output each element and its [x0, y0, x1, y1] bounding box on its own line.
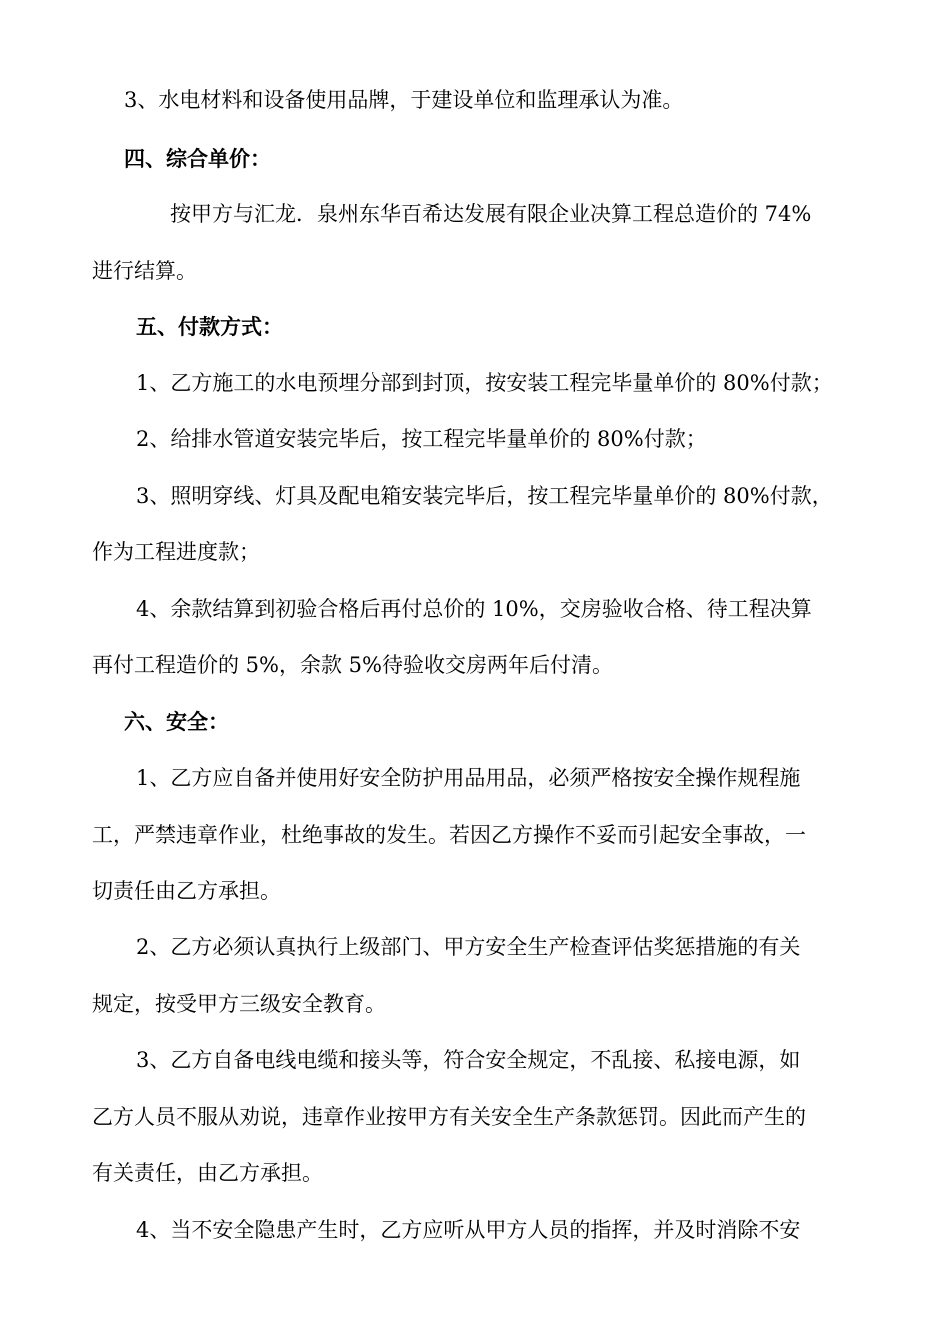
paragraph-line: 2、乙方必须认真执行上级部门、甲方安全生产检查评估奖惩措施的有关 — [136, 935, 801, 959]
paragraph-line: 乙方人员不服从劝说，违章作业按甲方有关安全生产条款惩罚。因此而产生的 — [92, 1105, 806, 1129]
paragraph-line: 1、乙方应自备并使用好安全防护用品用品，必须严格按安全操作规程施 — [136, 766, 801, 790]
section-heading: 五、付款方式： — [136, 314, 283, 339]
paragraph-line: 规定，按受甲方三级安全教育。 — [92, 992, 386, 1016]
paragraph-line: 工，严禁违章作业，杜绝事故的发生。若因乙方操作不妥而引起安全事故，一 — [92, 823, 806, 847]
paragraph-line: 进行结算。 — [92, 259, 197, 283]
paragraph-line: 2、给排水管道安装完毕后，按工程完毕量单价的 80%付款； — [136, 427, 707, 451]
paragraph-line: 1、乙方施工的水电预埋分部到封顶，按安装工程完毕量单价的 80%付款； — [136, 371, 833, 395]
paragraph-line: 按甲方与汇龙．泉州东华百希达发展有限企业决算工程总造价的 74% — [170, 202, 812, 226]
paragraph-line: 3、乙方自备电线电缆和接头等，符合安全规定，不乱接、私接电源，如 — [136, 1048, 801, 1072]
paragraph-line: 3、水电材料和设备使用品牌，于建设单位和监理承认为准。 — [124, 88, 684, 112]
section-heading: 四、综合单价： — [124, 146, 271, 171]
paragraph-line: 4、当不安全隐患产生时，乙方应听从甲方人员的指挥，并及时消除不安 — [136, 1218, 801, 1242]
section-heading: 六、安全： — [124, 709, 229, 734]
paragraph-line: 有关责任，由乙方承担。 — [92, 1161, 323, 1185]
paragraph-line: 4、余款结算到初验合格后再付总价的 10%，交房验收合格、待工程决算 — [136, 597, 812, 621]
paragraph-line: 切责任由乙方承担。 — [92, 879, 281, 903]
paragraph-line: 再付工程造价的 5%，余款 5%待验收交房两年后付清。 — [92, 653, 613, 677]
paragraph-line: 作为工程进度款； — [92, 540, 260, 564]
paragraph-line: 3、照明穿线、灯具及配电箱安装完毕后，按工程完毕量单价的 80%付款， — [136, 484, 833, 508]
